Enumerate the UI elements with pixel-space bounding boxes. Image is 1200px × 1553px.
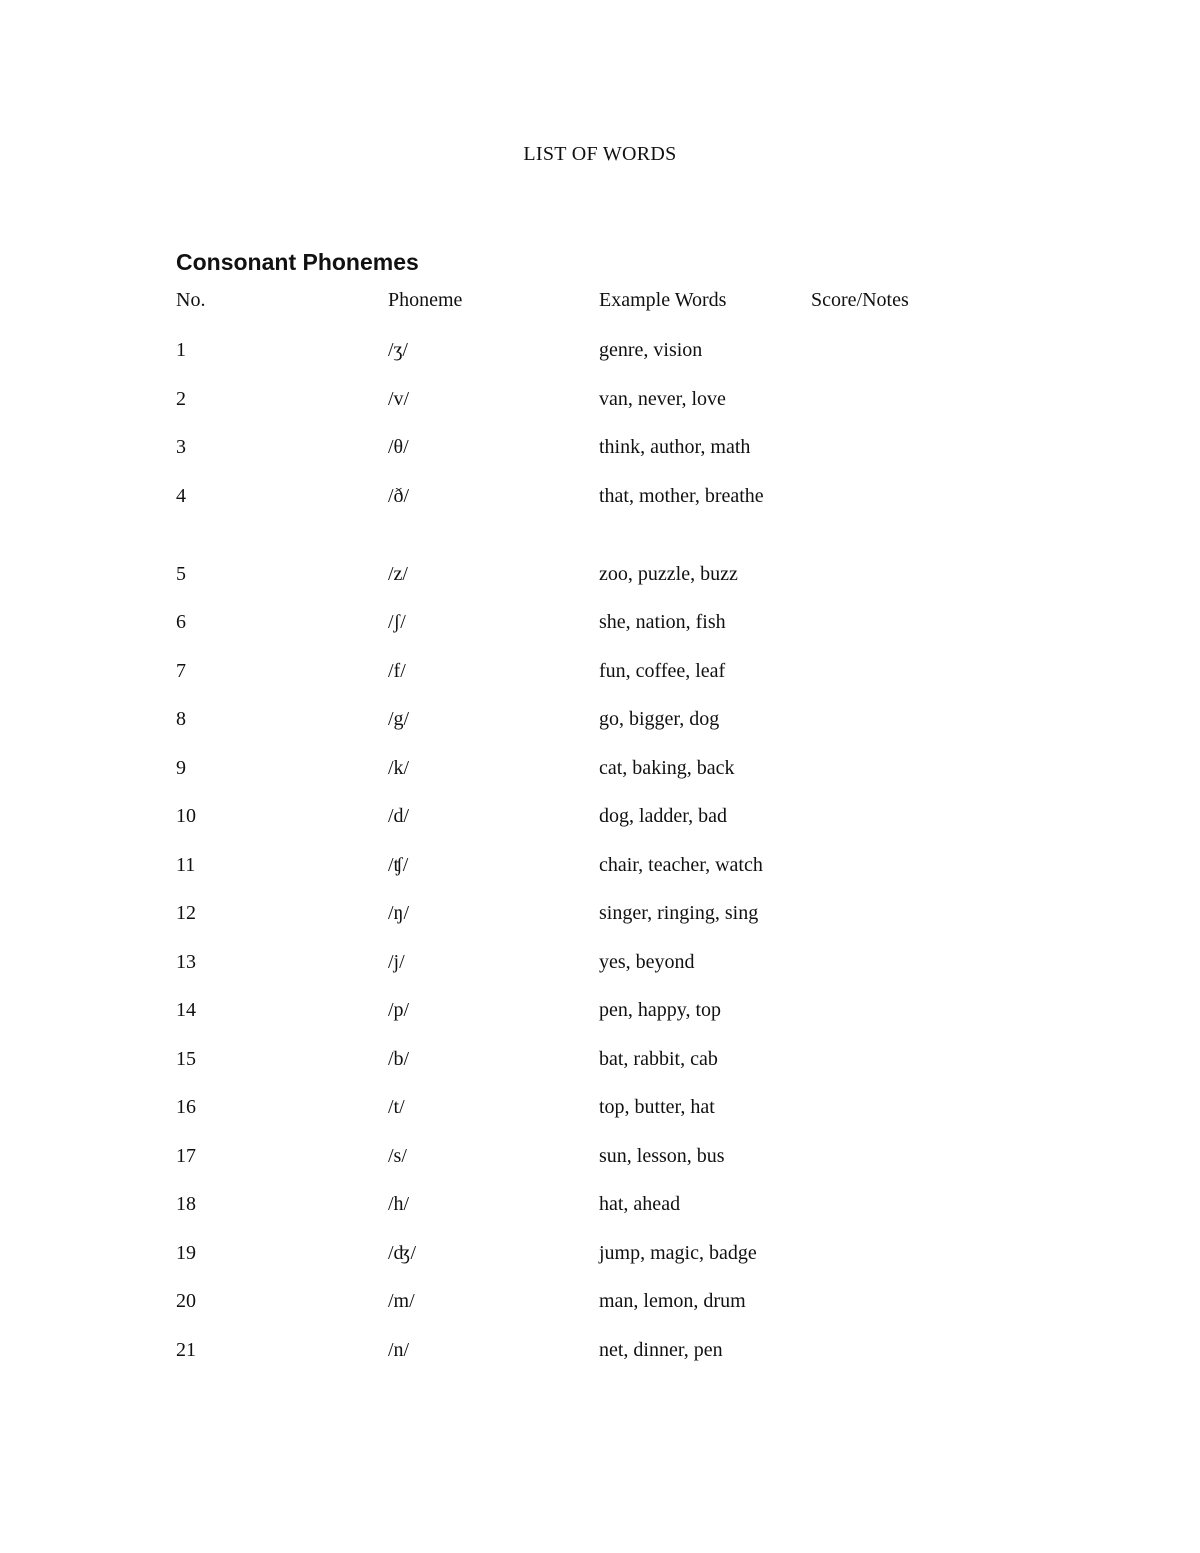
page-title: LIST OF WORDS: [523, 143, 677, 165]
row-number: 8: [176, 708, 186, 730]
section-heading: Consonant Phonemes: [176, 249, 419, 275]
row-phoneme: /ð/: [388, 484, 410, 507]
row-example-words: van, never, love: [599, 387, 726, 410]
row-phoneme: /ʒ/: [388, 339, 408, 361]
row-example-words: top, butter, hat: [599, 1096, 715, 1118]
row-phoneme: /p/: [388, 999, 410, 1021]
row-number: 7: [176, 659, 186, 682]
row-example-words: man, lemon, drum: [599, 1290, 746, 1312]
row-number: 9: [176, 756, 186, 779]
table-row: [176, 948, 1036, 997]
row-example-words: hat, ahead: [599, 1193, 681, 1215]
row-number: 21: [176, 1338, 196, 1361]
table-row: [176, 705, 1036, 754]
row-number: 3: [176, 436, 186, 458]
table-row: [176, 851, 1036, 900]
row-example-words: yes, beyond: [599, 950, 695, 973]
table-row: [176, 1093, 1036, 1142]
table-row: [176, 1142, 1036, 1191]
table-row: [176, 754, 1036, 803]
row-phoneme: /s/: [388, 1144, 407, 1167]
row-number: 19: [176, 1241, 196, 1264]
row-number: 15: [176, 1047, 196, 1070]
table-row: [176, 899, 1036, 948]
row-number: 2: [176, 387, 186, 410]
table-row: [176, 433, 1036, 482]
table-row: [176, 336, 1036, 385]
row-number: 12: [176, 902, 196, 924]
table-row: [176, 385, 1036, 434]
table-row: [176, 996, 1036, 1045]
row-example-words: go, bigger, dog: [599, 708, 720, 730]
row-example-words: jump, magic, badge: [599, 1241, 757, 1264]
row-phoneme: /ʤ/: [388, 1241, 417, 1264]
row-number: 14: [176, 999, 196, 1021]
row-example-words: bat, rabbit, cab: [599, 1047, 718, 1070]
row-example-words: dog, ladder, bad: [599, 805, 728, 827]
row-phoneme: /ŋ/: [388, 902, 410, 924]
row-number: 5: [176, 562, 186, 585]
row-phoneme: /θ/: [388, 436, 409, 458]
row-number: 16: [176, 1096, 196, 1118]
table-row: [176, 560, 1036, 609]
row-example-words: fun, coffee, leaf: [599, 659, 726, 682]
row-example-words: think, author, math: [599, 436, 751, 458]
row-phoneme: /ʧ/: [388, 853, 409, 876]
row-example-words: she, nation, fish: [599, 611, 726, 633]
table-row: [176, 802, 1036, 851]
row-number: 6: [176, 611, 186, 633]
row-phoneme: /b/: [388, 1047, 410, 1070]
row-number: 20: [176, 1290, 196, 1312]
table-header-row: [176, 286, 1036, 336]
row-example-words: that, mother, breathe: [599, 484, 764, 507]
row-phoneme: /m/: [388, 1290, 415, 1312]
row-phoneme: /t/: [388, 1096, 405, 1118]
row-number: 11: [176, 853, 196, 876]
header-no: No.: [176, 289, 206, 311]
row-phoneme: /j/: [388, 950, 405, 973]
row-example-words: net, dinner, pen: [599, 1338, 723, 1361]
row-number: 1: [176, 339, 186, 361]
header-example-words: Example Words: [599, 289, 727, 311]
row-number: 13: [176, 950, 196, 973]
table-row: [176, 1239, 1036, 1288]
row-phoneme: /v/: [388, 387, 410, 410]
row-example-words: cat, baking, back: [599, 756, 735, 779]
row-phoneme: /d/: [388, 805, 410, 827]
table-row: [176, 1287, 1036, 1336]
row-example-words: singer, ringing, sing: [599, 902, 759, 924]
row-phoneme: /n/: [388, 1338, 410, 1361]
row-phoneme: /ʃ/: [388, 611, 406, 633]
row-example-words: zoo, puzzle, buzz: [599, 562, 738, 585]
row-example-words: chair, teacher, watch: [599, 853, 763, 876]
row-example-words: genre, vision: [599, 339, 703, 361]
row-number: 4: [176, 484, 186, 507]
row-number: 17: [176, 1144, 196, 1167]
table-row: [176, 608, 1036, 657]
row-phoneme: /h/: [388, 1193, 410, 1215]
row-example-words: pen, happy, top: [599, 999, 722, 1021]
table-row: [176, 1336, 1036, 1385]
header-score-notes: Score/Notes: [811, 289, 909, 311]
table-body: [176, 336, 1036, 1384]
table-row: [176, 657, 1036, 706]
row-number: 18: [176, 1193, 196, 1215]
table-row: [176, 1045, 1036, 1094]
row-example-words: sun, lesson, bus: [599, 1144, 725, 1167]
phoneme-table: [176, 286, 1036, 1384]
row-phoneme: /f/: [388, 659, 406, 682]
row-phoneme: /z/: [388, 562, 408, 585]
row-phoneme: /g/: [388, 708, 410, 730]
row-number: 10: [176, 805, 196, 827]
table-row: [176, 482, 1036, 560]
table-row: [176, 1190, 1036, 1239]
header-phoneme: Phoneme: [388, 289, 463, 311]
row-phoneme: /k/: [388, 756, 410, 779]
